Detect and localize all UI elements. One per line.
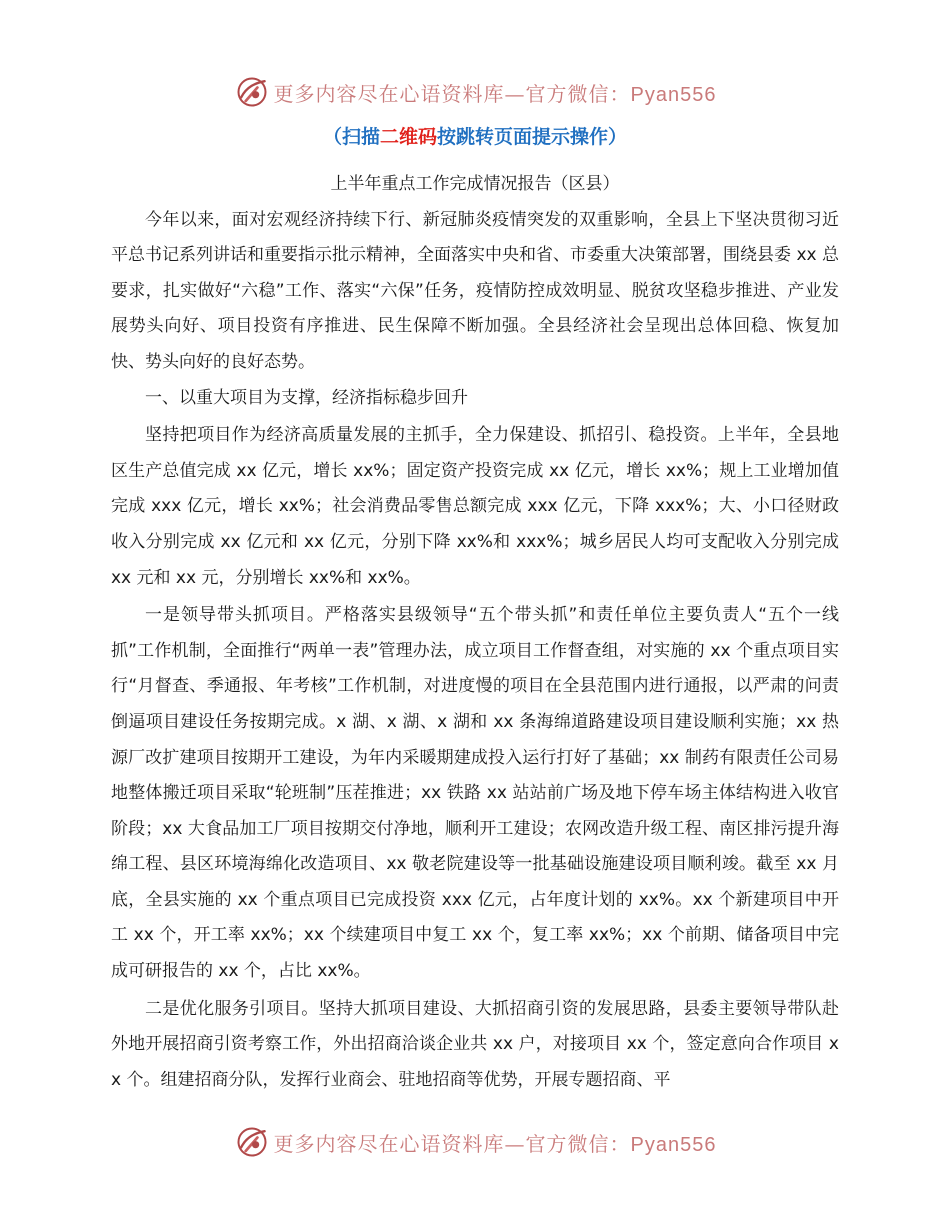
pen-seal-logo-icon [234, 1124, 270, 1160]
scan-hint-suffix: 按跳转页面提示操作） [437, 126, 628, 148]
header-banner [0, 70, 950, 114]
paragraph-intro: 今年以来，面对宏观经济持续下行、新冠肺炎疫情突发的双重影响，全县上下坚决贯彻习近平总书记系列讲话和重要指示批示精神，全面落实中央和省、市委重大决策部署，围绕县委 xx 总要求，扎实做好“六稳”工作、落实“六保”任务，疫情防控成效明显、脱贫攻坚稳步推进、产业发展势头向好、项目投资有序推进、民生保障不断加强。全县经济社会呈现出总体回稳、恢复加快、势头向好的良好态势。 [111, 209, 839, 372]
document-body [111, 167, 839, 1098]
banner-main-text: 更多内容尽在心语资料库—官方微信： [273, 1131, 631, 1156]
footer-banner [0, 1120, 950, 1164]
paragraph-economic-indicators: 坚持把项目作为经济高质量发展的主抓手，全力保建设、抓招引、稳投资。上半年，全县地区生产总值完成 xx 亿元，增长 xx%；固定资产投资完成 xx 亿元，增长 xx%；规上工业增加值完成 xxx 亿元，增长 xx%；社会消费品零售总额完成 xxx 亿元，下降 xxx%；大、小口径财政收入分别完成 xx 亿元和 xx 亿元，分别下降 xx%和 xxx%；城乡居民人均可支配收入分别完成 xx 元和 xx 元，分别增长 xx%和 xx%。 [111, 425, 839, 588]
banner-text [274, 1128, 717, 1157]
banner-text [274, 78, 717, 107]
banner-main-text: 更多内容尽在心语资料库—官方微信： [273, 81, 631, 106]
scan-hint-prefix: （扫描 [322, 126, 380, 148]
paragraph-service-projects: 二是优化服务引项目。坚持大抓项目建设、大抓招商引资的发展思路，县委主要领导带队赴外地开展招商引资考察工作，外出招商洽谈企业共 xx 户，对接项目 xx 个，签定意向合作项目 xx 个。组建招商分队，发挥行业商会、驻地招商等优势，开展专题招商、平 [111, 998, 839, 1090]
banner-wechat-id: Pyan556 [630, 83, 717, 106]
scan-hint-qrcode: 二维码 [379, 126, 437, 148]
document-title: 上半年重点工作完成情况报告（区县） [330, 174, 620, 194]
pen-seal-logo-icon [234, 74, 270, 110]
scan-qr-hint[interactable] [0, 122, 950, 149]
paragraph-leadership-projects: 一是领导带头抓项目。严格落实县级领导“五个带头抓”和责任单位主要负责人“五个一线抓”工作机制，全面推行“两单一表”管理办法，成立项目工作督查组，对实施的 xx 个重点项目实行“月督查、季通报、年考核”工作机制，对进度慢的项目在全县范围内进行通报，以严肃的问责倒逼项目建设任务按期完成。x 湖、x 湖、x 湖和 xx 条海绵道路建设项目建设顺利实施；xx 热源厂改扩建项目按期开工建设，为年内采暖期建成投入运行打好了基础；xx 制药有限责任公司易地整体搬迁项目采取“轮班制”压茬推进；xx 铁路 xx 站站前广场及地下停车场主体结构进入收官阶段；xx 大食品加工厂项目按期交付净地，顺利开工建设；农网改造升级工程、南区排污提升海绵工程、县区环境海绵化改造项目、xx 敬老院建设等一批基础设施建设项目顺利竣。截至 xx 月底，全县实施的 xx 个重点项目已完成投资 xxx 亿元，占年度计划的 xx%。xx 个新建项目中开工 xx 个，开工率 xx%；xx 个续建项目中复工 xx 个，复工率 xx%；xx 个前期、储备项目中完成可研报告的 xx 个，占比 xx%。 [111, 605, 839, 982]
section-heading-1: 一、以重大项目为支撑，经济指标稳步回升 [145, 387, 468, 408]
banner-wechat-id: Pyan556 [630, 1133, 717, 1156]
